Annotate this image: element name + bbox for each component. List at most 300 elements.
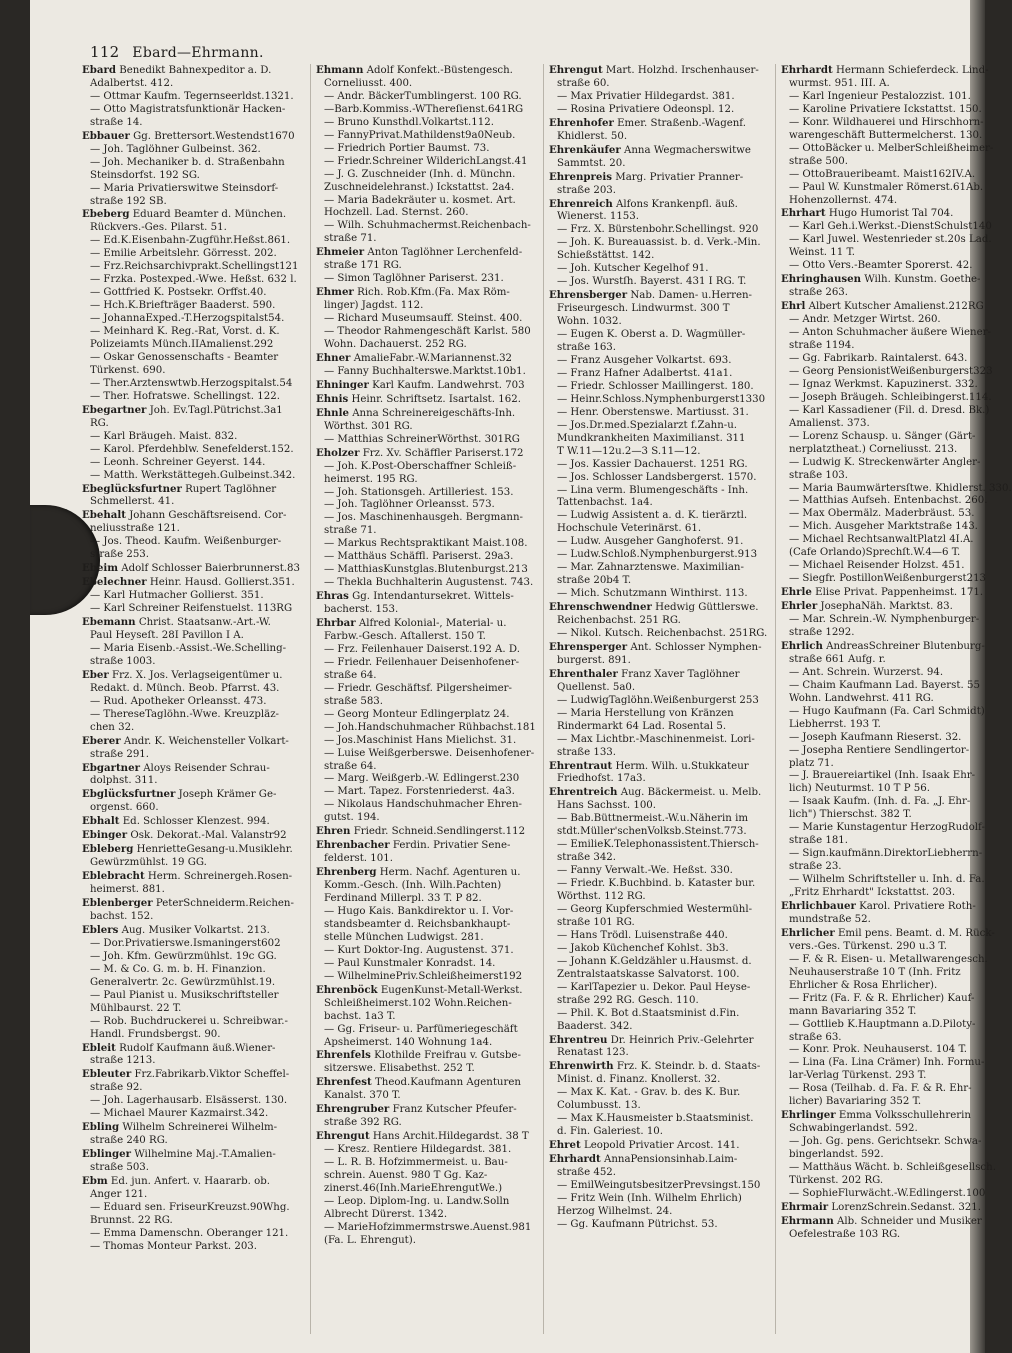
entry-text: — J. G. Zuschneider (Inh. d. Münchn. xyxy=(324,168,516,180)
directory-entry xyxy=(82,1121,306,1135)
directory-entry xyxy=(549,734,773,747)
entry-surname: Ehmann xyxy=(316,64,364,76)
entry-surname: Ebleuter xyxy=(82,1068,132,1081)
entry-text: — Lina verm. Blumengeschäfts - Inh. xyxy=(557,484,749,496)
directory-entry xyxy=(82,523,306,536)
entry-text: Emil pens. Beamt. d. M. Rück- xyxy=(838,927,995,939)
entry-text: — Mar. Zahnarztenswe. Maximilian- xyxy=(557,562,744,574)
directory-entry xyxy=(549,485,773,498)
directory-entry xyxy=(316,220,540,233)
entry-text: straße 64. xyxy=(324,760,377,772)
entry-text: stdt.Müller'schenVolksb.Steinst.773. xyxy=(557,826,747,838)
entry-text: — Jos.Dr.med.Spezialarzt f.Zahn-u. xyxy=(557,419,738,431)
directory-entry xyxy=(781,600,1005,614)
entry-text: Mart. Holzhd. Irschenhauser- xyxy=(605,65,759,76)
entry-text: — Frz. X. Bürstenbohr.Schellingst. 920 xyxy=(557,224,759,236)
entry-text: Wohn. Landwehrst. 411 RG. xyxy=(789,692,934,704)
directory-entry xyxy=(781,1019,1005,1032)
entry-text: — Max Obermälz. Maderbräust. 53. xyxy=(789,508,975,520)
entry-text: Emma Volksschullehrerin xyxy=(838,1110,971,1122)
directory-entry xyxy=(549,250,773,263)
directory-entry xyxy=(781,783,1005,796)
entry-text: Zentralstaatskasse Salvatorst. 100. xyxy=(557,968,740,980)
entry-text: — Ther.Arztenswtwb.Herzogspitalst.54 xyxy=(90,377,293,389)
directory-entry xyxy=(316,761,540,774)
entry-text: AndreasSchreiner Blutenburg- xyxy=(826,640,985,652)
directory-entry xyxy=(549,668,773,682)
entry-text: Anger 121. xyxy=(90,1189,148,1201)
directory-entry xyxy=(82,78,306,91)
column-3 xyxy=(549,64,773,1344)
directory-entry xyxy=(549,601,773,615)
entry-text: — Frz.Reichsarchivprakt.Schellingst121 xyxy=(90,261,299,273)
directory-entry xyxy=(82,1068,306,1082)
entry-text: lich) Neuturmst. 10 T P 56. xyxy=(789,783,931,795)
directory-entry xyxy=(316,932,540,945)
entry-text: „Fritz Ehrhardt" Ickstattst. 203. xyxy=(789,887,956,899)
entry-text: — Simon Taglöhner Pariserst. 231. xyxy=(324,273,504,285)
directory-entry xyxy=(549,316,773,329)
directory-entry xyxy=(549,982,773,995)
directory-entry xyxy=(316,971,540,984)
entry-text: — Friedr.Schreiner WilderichLangst.41 xyxy=(324,155,528,167)
entry-text: Joseph Krämer Ge- xyxy=(178,789,277,801)
entry-text: Sammtst. 20. xyxy=(557,157,626,169)
entry-text: — Andr. Metzger Wirtst. 260. xyxy=(789,314,941,326)
entry-text: Friedr. Schneid.Sendlingerst.112 xyxy=(353,826,526,838)
entry-text: — Eugen K. Oberst a. D. Wagmüller- xyxy=(557,329,746,341)
entry-text: Nab. Damen- u.Herren- xyxy=(630,290,753,302)
directory-entry xyxy=(316,1037,540,1050)
entry-text: Hochschule Veterinärst. 61. xyxy=(557,523,702,535)
directory-entry xyxy=(549,394,773,407)
directory-entry xyxy=(316,945,540,958)
directory-entry xyxy=(549,1008,773,1021)
directory-entry xyxy=(316,474,540,487)
directory-entry xyxy=(549,131,773,144)
column-1 xyxy=(82,64,306,1344)
directory-entry xyxy=(82,1189,306,1202)
entry-text: Wilh. Kunstm. Goethe- xyxy=(864,274,981,286)
entry-text: Wohn. 1032. xyxy=(557,316,622,328)
directory-entry xyxy=(549,641,773,655)
directory-entry xyxy=(316,786,540,799)
entry-surname: Ehren xyxy=(316,825,351,838)
entry-surname: Eholzer xyxy=(316,446,360,459)
entry-text: — Hans Trödl. Luisenstraße 440. xyxy=(557,929,728,941)
entry-text: Apsheimerst. 140 Wohnung 1a4. xyxy=(324,1036,493,1048)
directory-entry xyxy=(82,630,306,643)
directory-entry xyxy=(549,211,773,224)
directory-entry xyxy=(781,314,1005,327)
directory-entry xyxy=(316,300,540,313)
directory-entry xyxy=(316,379,540,393)
entry-text: — Karol. Pferdehblw. Senefelderst.152. xyxy=(90,443,294,455)
directory-entry xyxy=(82,418,306,431)
entry-text: Anna Schreinereigeschäfts-Inh. xyxy=(352,407,516,419)
directory-entry xyxy=(316,461,540,474)
directory-entry xyxy=(316,104,540,117)
directory-entry xyxy=(316,839,540,853)
entry-text: straße 292 RG. Gesch. 110. xyxy=(557,994,699,1006)
entry-text: — Michael RechtsanwaltPlatzl 4I.A. xyxy=(789,534,974,546)
directory-entry xyxy=(82,576,306,590)
entry-surname: Ehras xyxy=(316,590,349,603)
entry-text: Brunnst. 22 RG. xyxy=(90,1214,173,1226)
entry-text: mundstraße 52. xyxy=(789,913,871,925)
directory-entry xyxy=(82,313,306,326)
entry-text: platz 71. xyxy=(789,757,834,769)
directory-entry xyxy=(82,788,306,802)
directory-entry xyxy=(549,144,773,158)
directory-entry xyxy=(781,1096,1005,1109)
directory-entry xyxy=(316,670,540,683)
entry-text: — Joh. Lagerhausarb. Elsässerst. 130. xyxy=(90,1095,288,1107)
entry-surname: Eberer xyxy=(82,734,121,747)
entry-text: straße 263. xyxy=(789,287,849,299)
directory-entry xyxy=(549,721,773,734)
directory-entry xyxy=(781,745,1005,758)
entry-text: — Maria Badekräuter u. kosmet. Art. xyxy=(324,194,516,206)
entry-surname: Ehnis xyxy=(316,392,349,405)
directory-entry xyxy=(549,224,773,237)
directory-entry xyxy=(781,104,1005,117)
entry-text: straße 133. xyxy=(557,746,617,758)
entry-text: — Matth. Werkstättegeh.Gulbeinst.342. xyxy=(90,469,296,481)
directory-entry xyxy=(316,525,540,538)
entry-surname: Ebehalt xyxy=(82,509,126,522)
entry-surname: Ehrenfels xyxy=(316,1049,371,1062)
directory-entry xyxy=(82,208,306,222)
entry-surname: Ebhalt xyxy=(82,815,120,828)
entry-text: straße 500. xyxy=(789,155,849,167)
entry-text: Kanalst. 370 T. xyxy=(324,1090,401,1102)
directory-entry xyxy=(781,1006,1005,1019)
entry-text: — M. & Co. G. m. b. H. Finanzion. xyxy=(90,963,266,975)
directory-entry xyxy=(82,64,306,78)
entry-text: Wilhelm Schreinerei Wilhelm- xyxy=(122,1122,278,1134)
directory-entry xyxy=(82,815,306,829)
directory-entry xyxy=(781,353,1005,366)
entry-text: — Bab.Büttnermeist.-W.u.Näherin im xyxy=(557,813,748,825)
entry-surname: Ebleberg xyxy=(82,843,134,856)
entry-text: — Marg. Weißgerb.-W. Edlingerst.230 xyxy=(324,773,520,785)
entry-text: Mühlbaurst. 22 T. xyxy=(90,1002,182,1014)
entry-text: vers.-Ges. Türkenst. 290 u.3 T. xyxy=(789,940,947,952)
directory-entry xyxy=(316,286,540,300)
directory-entry xyxy=(781,770,1005,783)
directory-entry xyxy=(781,941,1005,954)
entry-text: — Rosina Privatiere Odeonspl. 12. xyxy=(557,103,735,115)
entry-text: Redakt. d. Münch. Beob. Pfarrst. 43. xyxy=(90,682,280,694)
directory-entry xyxy=(316,366,540,379)
entry-text: — Karl Hutmacher Gollierst. 351. xyxy=(90,590,264,602)
directory-entry xyxy=(781,954,1005,967)
entry-text: — Karoline Privatiere Ickstattst. 150. xyxy=(789,103,982,115)
directory-entry xyxy=(781,117,1005,130)
directory-entry xyxy=(549,536,773,549)
entry-text: — Ant. Schrein. Wurzerst. 94. xyxy=(789,666,944,678)
entry-text: — Jos. Wurstſh. Bayerst. 431 I RG. T. xyxy=(557,276,747,288)
entry-text: — Friedrich Portier Baumst. 73. xyxy=(324,142,490,154)
entry-text: — Fanny Verwalt.-We. Heßst. 330. xyxy=(557,865,733,877)
entry-surname: Ehrlichbauer xyxy=(781,900,856,912)
entry-text: T W.11—12u.2—3 S.11—12. xyxy=(557,445,701,457)
directory-entry xyxy=(781,809,1005,822)
directory-entry xyxy=(549,904,773,917)
directory-entry xyxy=(549,1047,773,1060)
entry-text: — Georg Monteur Edlingerplatz 24. xyxy=(324,708,510,720)
directory-entry xyxy=(549,852,773,865)
entry-text: — Eduard sen. FriseurKreuzst.90Whg. xyxy=(90,1201,290,1213)
entry-text: Oefelestraße 103 RG. xyxy=(789,1228,901,1240)
entry-text: — Emilie Arbeitslehr. Görresst. 202. xyxy=(90,248,277,260)
directory-entry xyxy=(82,722,306,735)
entry-text: straße 103. xyxy=(789,469,849,481)
column-4 xyxy=(781,64,1012,1344)
entry-text: Ferdin. Privatier Sene- xyxy=(392,840,511,852)
directory-entry xyxy=(316,825,540,839)
entry-text: Gewürzmühlst. 19 GG. xyxy=(90,857,207,869)
directory-entry xyxy=(316,352,540,366)
entry-surname: Ehrengut xyxy=(549,64,603,76)
directory-entry xyxy=(316,604,540,617)
directory-entry xyxy=(781,64,1005,78)
entry-text: — Fritz Wein (Inh. Wilhelm Ehrlich) xyxy=(557,1192,742,1204)
entry-text: Türkenst. 202 RG. xyxy=(789,1175,884,1187)
directory-entry xyxy=(549,1219,773,1232)
entry-text: — Paul Pianist u. Musikschriftsteller xyxy=(90,989,279,1001)
entry-text: — Emma Damenschn. Oberanger 121. xyxy=(90,1227,289,1239)
entry-text: — Hch.K.Briefträger Baaderst. 590. xyxy=(90,300,276,312)
entry-text: — L. R. B. Hofzimmermeist. u. Bau- xyxy=(324,1157,508,1169)
directory-entry xyxy=(316,984,540,998)
entry-surname: Ebeim xyxy=(82,562,119,575)
entry-text: Schwabingerlandst. 592. xyxy=(789,1123,918,1135)
entry-text: EugenKunst-Metall-Werkst. xyxy=(380,984,523,996)
entry-text: Zuschneidelehranst.) Ickstattst. 2a4. xyxy=(324,181,515,193)
entry-text: Mundkrankheiten Maximilianst. 311 xyxy=(557,432,746,444)
directory-entry xyxy=(781,967,1005,980)
entry-text: — Maria Privatierswitwe Steinsdorf- xyxy=(90,182,279,194)
directory-entry xyxy=(82,144,306,157)
entry-text: lar-Verlag Türkenst. 293 T. xyxy=(789,1070,927,1082)
entry-text: Anna Wegmacherswitwe xyxy=(623,144,751,156)
entry-text: Schleißheimerst.102 Wohn.Reichen- xyxy=(324,997,512,1009)
directory-entry xyxy=(82,470,306,483)
directory-entry xyxy=(781,1109,1005,1123)
directory-entry xyxy=(316,958,540,971)
entry-text: Elise Privat. Pappenheimst. 171. xyxy=(815,587,984,599)
entry-text: — Johann K.Geldzähler u.Hausmst. d. xyxy=(557,955,752,967)
entry-surname: Ebeberg xyxy=(82,208,130,221)
entry-text: Wohn. Dachauerst. 252 RG. xyxy=(324,339,467,351)
directory-entry xyxy=(82,170,306,183)
entry-text: — Karl Bräugeh. Maist. 832. xyxy=(90,430,238,442)
directory-entry xyxy=(316,657,540,670)
directory-entry xyxy=(316,143,540,156)
entry-surname: Ebbauer xyxy=(82,129,130,142)
directory-entry xyxy=(316,631,540,644)
entry-surname: Ehrenschwendner xyxy=(549,601,652,614)
entry-text: — Mich. Schutzmann Winthirst. 113. xyxy=(557,588,748,600)
entry-text: straße 14. xyxy=(90,116,143,128)
entry-text: — Michael Maurer Kazmairst.342. xyxy=(90,1108,269,1120)
entry-text: — Joh.Handschuhmacher Rühbachst.181 xyxy=(324,721,536,733)
directory-entry xyxy=(82,378,306,391)
entry-text: — Joseph Kaufmann Rieserst. 32. xyxy=(789,731,962,743)
entry-text: Herm. Wilh. u.Stukkateur xyxy=(615,760,749,772)
directory-entry xyxy=(549,588,773,601)
directory-entry xyxy=(549,615,773,628)
directory-entry xyxy=(781,169,1005,182)
directory-entry xyxy=(781,444,1005,457)
directory-entry xyxy=(549,1074,773,1087)
entry-text: — Matthäus Wächt. b. Schleißgesellsch. xyxy=(789,1162,996,1174)
directory-entry xyxy=(781,300,1005,314)
directory-entry xyxy=(82,444,306,457)
entry-text: — Joh. Kfm. Gewürzmühlst. 19c GG. xyxy=(90,950,277,962)
directory-entry xyxy=(316,1170,540,1183)
entry-text: — Ludwig K. Streckenwärter Angler- xyxy=(789,456,981,468)
entry-text: — Nikolaus Handschuhmacher Ehren- xyxy=(324,799,522,811)
entry-text: — Luise Weißgerberswe. Deisenhofener- xyxy=(324,747,535,759)
directory-entry xyxy=(549,276,773,289)
entry-text: — Thomas Monteur Parkst. 203. xyxy=(90,1240,258,1252)
entry-surname: Ebard xyxy=(82,64,116,76)
directory-entry xyxy=(82,749,306,762)
directory-entry xyxy=(316,538,540,551)
directory-entry xyxy=(781,234,1005,247)
directory-entry xyxy=(781,195,1005,208)
directory-entry xyxy=(82,483,306,497)
directory-entry xyxy=(549,969,773,982)
directory-entry xyxy=(82,365,306,378)
entry-text: straße 20b4 T. xyxy=(557,575,632,587)
entry-text: — Maria Baumwärtersſtwe. Khidlerst. 330. xyxy=(789,482,1012,494)
directory-entry xyxy=(82,964,306,977)
entry-text: — Mich. Ausgeher Marktstraße 143. xyxy=(789,521,978,533)
directory-entry xyxy=(82,951,306,964)
directory-entry xyxy=(549,1167,773,1180)
entry-surname: Ehrmair xyxy=(781,1200,829,1213)
directory-entry xyxy=(549,289,773,303)
directory-entry xyxy=(316,64,540,78)
entry-text: — Heinr.Schloss.Nymphenburgerst1330 xyxy=(557,393,766,405)
entry-surname: Ehrenbacher xyxy=(316,839,390,852)
entry-text: Neuhauserstraße 10 T (Inh. Fritz xyxy=(789,966,961,978)
entry-text: Paul Heyseſt. 28I Pavillon I A. xyxy=(90,629,244,641)
entry-text: Farbw.-Gesch. Aſtallerst. 150 T. xyxy=(324,630,486,642)
entry-text: — Joh. Mechaniker b. d. Straßenbahn xyxy=(90,156,285,168)
entry-text: — Thekla Buchhalterin Augustenst. 743. xyxy=(324,577,534,589)
directory-entry xyxy=(82,509,306,523)
entry-text: Ed. Schlosser Klenzest. 994. xyxy=(122,816,270,828)
entry-surname: Ehrl xyxy=(781,300,806,313)
directory-entry xyxy=(549,78,773,91)
directory-entry xyxy=(82,1029,306,1042)
directory-entry xyxy=(82,457,306,470)
entry-text: straße 71. xyxy=(324,233,377,245)
entry-text: Rückvers.-Ges. Pilarst. 51. xyxy=(90,222,227,234)
entry-text: — Jos. Schlosser Landsbergerst. 1570. xyxy=(557,471,757,483)
directory-entry xyxy=(316,590,540,604)
entry-text: — Paul W. Kunstmaler Römerst.61Ab. xyxy=(789,181,984,193)
directory-entry xyxy=(82,603,306,616)
directory-entry xyxy=(549,1113,773,1126)
directory-entry xyxy=(82,1148,306,1162)
directory-entry xyxy=(82,990,306,1003)
directory-entry xyxy=(316,233,540,246)
directory-entry xyxy=(781,182,1005,195)
directory-entry xyxy=(549,800,773,813)
directory-entry xyxy=(316,91,540,104)
directory-entry xyxy=(82,183,306,196)
entry-text: — Friedr. Geschäftsf. Pilgersheimer- xyxy=(324,682,512,694)
entry-text: — Karl Geh.i.Werkst.-DienstSchulst140 xyxy=(789,221,992,233)
directory-entry xyxy=(781,822,1005,835)
entry-text: Adolf Konfekt.-Büstengesch. xyxy=(366,65,513,76)
page-header xyxy=(90,43,264,61)
entry-text: — Georg Kupferschmied Westermühl- xyxy=(557,904,753,915)
directory-entry xyxy=(781,273,1005,287)
entry-text: Wörthst. 301 RG. xyxy=(324,420,413,432)
entry-text: LorenzSchrein.Sedanst. 321. xyxy=(831,1201,981,1213)
entry-text: Emer. Straßenb.-Wagenf. xyxy=(617,117,746,129)
entry-text: — Joh. Kutscher Kegelhof 91. xyxy=(557,263,709,275)
directory-entry xyxy=(316,709,540,722)
entry-surname: Eblenberger xyxy=(82,897,153,910)
entry-text: Frz. X. Jos. Verlagseigentümer u. xyxy=(112,669,283,681)
directory-entry xyxy=(316,617,540,631)
entry-text: Minist. d. Finanz. Knollerst. 32. xyxy=(557,1074,721,1086)
directory-entry xyxy=(549,446,773,459)
entry-text: lich") Thierschst. 382 T. xyxy=(789,809,912,821)
directory-entry xyxy=(316,906,540,919)
directory-entry xyxy=(781,247,1005,260)
entry-surname: Ehrensberger xyxy=(549,289,628,302)
directory-entry xyxy=(316,1103,540,1117)
directory-entry xyxy=(316,893,540,906)
entry-text: AmalieFabr.-W.Mariannenst.32 xyxy=(353,352,513,364)
entry-text: felderst. 101. xyxy=(324,853,393,865)
directory-entry xyxy=(549,1021,773,1034)
directory-entry xyxy=(316,1011,540,1024)
directory-entry xyxy=(316,313,540,326)
directory-entry xyxy=(781,586,1005,600)
directory-entry xyxy=(82,709,306,722)
directory-entry xyxy=(316,696,540,709)
directory-entry xyxy=(549,198,773,212)
directory-entry xyxy=(316,78,540,91)
entry-text: Ed. jun. Anfert. v. Haararb. ob. xyxy=(110,1176,271,1188)
entry-text: — Maria Eisenb.-Assist.-We.Schelling- xyxy=(90,642,287,654)
directory-entry xyxy=(549,1034,773,1048)
entry-text: Aug. Bäckermeist. u. Melb. xyxy=(620,787,762,799)
entry-surname: Ehrbar xyxy=(316,617,356,630)
directory-entry xyxy=(82,762,306,776)
entry-text: Hochzell. Lad. Sternst. 260. xyxy=(324,207,469,219)
entry-text: straße 163. xyxy=(557,342,617,354)
entry-text: straße 64. xyxy=(324,669,377,681)
entry-text: — Hugo Kaufmann (Fa. Carl Schmidt) xyxy=(789,705,985,717)
entry-text: orgenst. 660. xyxy=(90,802,159,814)
entry-text: — Jakob Küchenchef Kohlst. 3b3. xyxy=(557,942,729,954)
entry-text: Theod.Kaufmann Agenturen xyxy=(374,1077,521,1089)
directory-entry xyxy=(316,1183,540,1196)
directory-entry xyxy=(549,839,773,852)
entry-text: Johann Geschäftsreisend. Cor- xyxy=(129,510,287,522)
